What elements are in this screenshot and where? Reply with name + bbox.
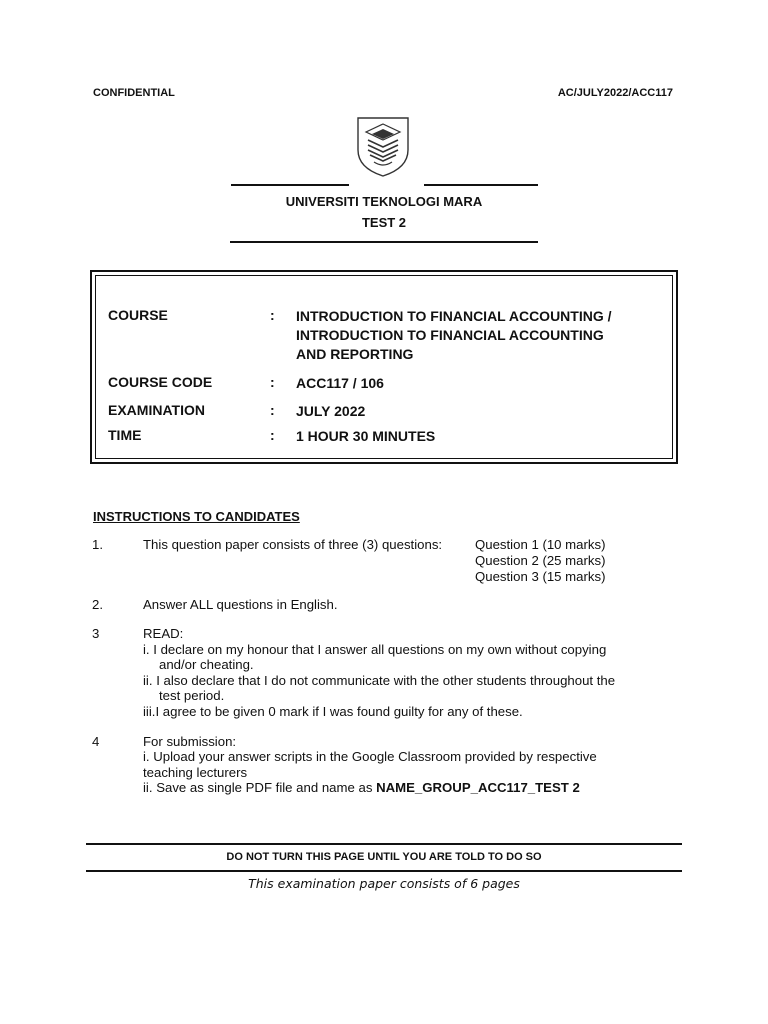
title-rule-bottom: [230, 241, 538, 243]
separator: :: [270, 374, 275, 390]
course-label: COURSE: [108, 307, 168, 323]
instruction-4-heading: For submission:: [143, 734, 237, 749]
instruction-3-number: 3: [92, 626, 100, 641]
question-1-marks: Question 1 (10 marks): [475, 537, 606, 552]
instructions-title: INSTRUCTIONS TO CANDIDATES: [93, 509, 300, 524]
declaration-ii-line-2: test period.: [159, 688, 225, 703]
confidential-label: CONFIDENTIAL: [93, 87, 175, 99]
title-rule-right: [424, 184, 538, 186]
do-not-turn-notice: DO NOT TURN THIS PAGE UNTIL YOU ARE TOLD TO DO SO: [226, 851, 542, 863]
title-rule-left: [231, 184, 349, 186]
course-value-line-1: INTRODUCTION TO FINANCIAL ACCOUNTING /: [296, 308, 612, 324]
course-value-line-2: INTRODUCTION TO FINANCIAL ACCOUNTING: [296, 327, 604, 343]
examination-label: EXAMINATION: [108, 402, 205, 418]
course-code-value: ACC117 / 106: [296, 375, 384, 391]
submission-ii-text: ii. Save as single PDF file and name as: [143, 780, 377, 795]
question-2-marks: Question 2 (25 marks): [475, 553, 606, 568]
paper-code: AC/JULY2022/ACC117: [557, 87, 673, 99]
footer-rule-bottom: [86, 870, 682, 872]
instruction-1-number: 1.: [92, 537, 103, 552]
submission-ii: [143, 780, 580, 796]
time-value: 1 HOUR 30 MINUTES: [296, 428, 436, 444]
submission-i-line-2: teaching lecturers: [143, 765, 248, 780]
separator: :: [270, 307, 275, 323]
examination-value: JULY 2022: [296, 403, 366, 419]
declaration-i-line-2: and/or cheating.: [159, 657, 254, 672]
course-code-label: COURSE CODE: [108, 374, 213, 390]
university-name: UNIVERSITI TEKNOLOGI MARA: [285, 194, 483, 209]
separator: :: [270, 427, 275, 443]
instruction-1-text: This question paper consists of three (3) questions:: [143, 537, 443, 552]
course-value-line-3: AND REPORTING: [296, 346, 414, 362]
declaration-i-line-1: i. I declare on my honour that I answer all questions on my own without copying: [143, 642, 607, 657]
submission-i-line-1: i. Upload your answer scripts in the Google Classroom provided by respective: [143, 749, 597, 764]
time-label: TIME: [108, 427, 142, 443]
instruction-2-text: Answer ALL questions in English.: [143, 597, 338, 612]
instruction-2-number: 2.: [92, 597, 103, 612]
file-name-format: NAME_GROUP_ACC117_TEST 2: [376, 780, 580, 795]
question-3-marks: Question 3 (15 marks): [475, 569, 606, 584]
page-count-note: This examination paper consists of 6 pages: [248, 876, 520, 891]
test-name: TEST 2: [361, 215, 407, 230]
instruction-3-heading: READ:: [143, 626, 184, 641]
instruction-4-number: 4: [92, 734, 100, 749]
uitm-crest-icon: [354, 116, 412, 178]
course-value: [296, 307, 676, 364]
footer-rule-top: [86, 843, 682, 845]
declaration-iii: iii.I agree to be given 0 mark if I was found guilty for any of these.: [143, 704, 523, 719]
separator: :: [270, 402, 275, 418]
declaration-ii-line-1: ii. I also declare that I do not communicate with the other students throughout the: [143, 673, 616, 688]
